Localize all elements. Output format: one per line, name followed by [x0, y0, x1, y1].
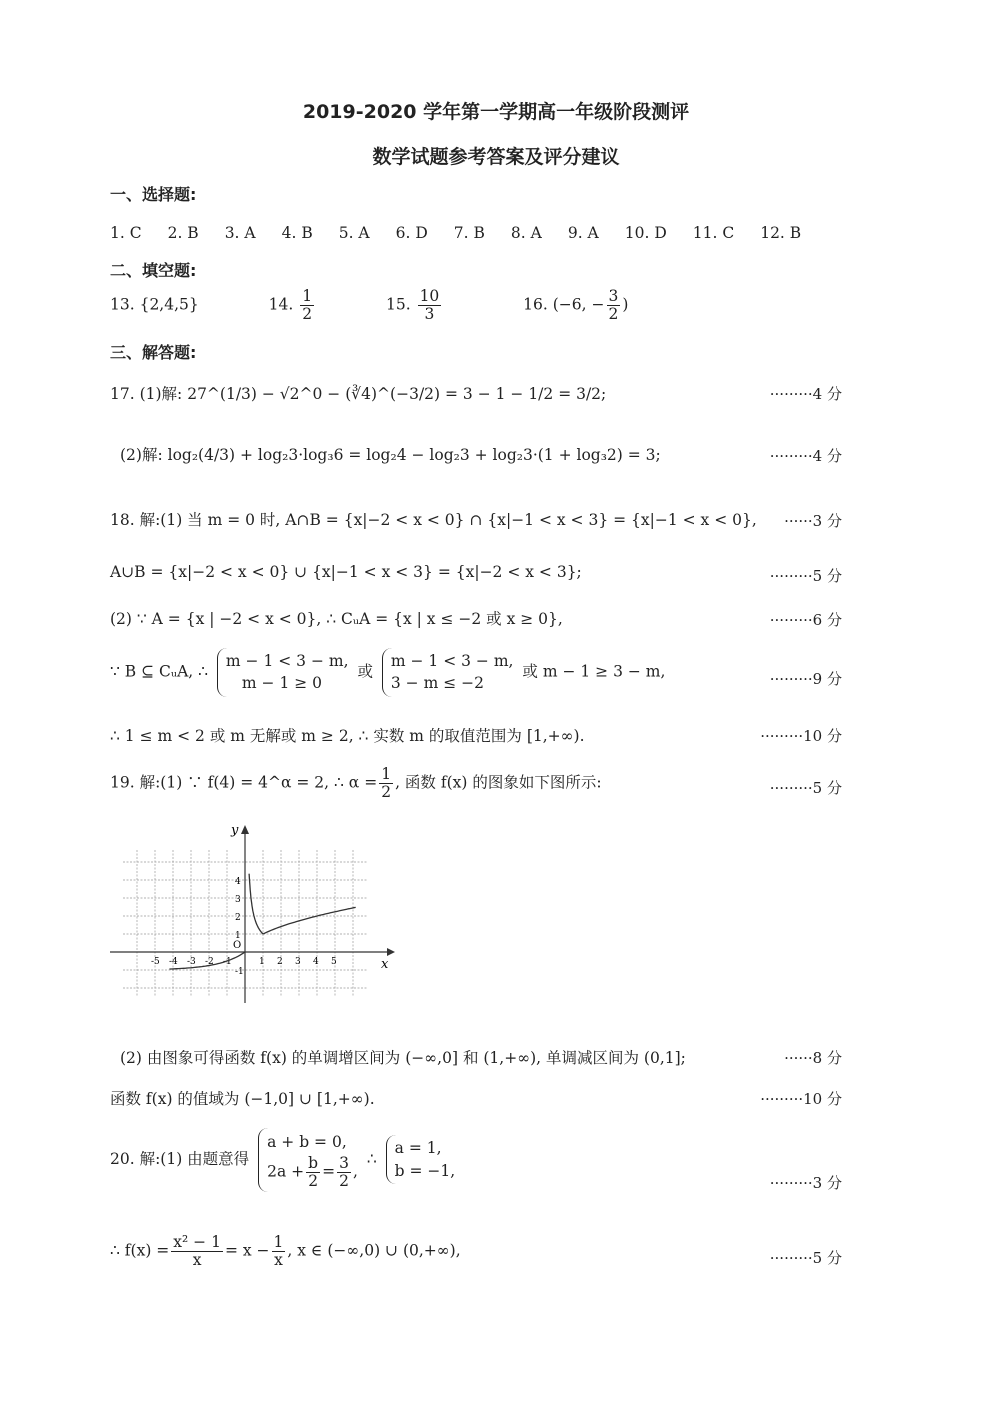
q18-line4	[110, 648, 665, 697]
q19-l3-score: ·········10 分	[760, 1090, 842, 1108]
page-title: 2019-2020 学年第一学期高一年级阶段测评	[302, 101, 690, 123]
q19-l1-prefix: 19. 解:(1) ∵ f(4) = 4^α = 2, ∴ α =	[110, 773, 378, 792]
curve-right-branch	[249, 874, 356, 934]
fill-q16-frac: $\frac{3}{2}$	[608, 287, 619, 324]
fill-q13: 13. {2,4,5}	[110, 295, 199, 314]
q18-line2: A∪B = {x|−2 < x < 0} ∪ {x|−1 < x < 3} = {x|−2 < x < 3};	[110, 563, 582, 581]
y-tick-label: 3	[235, 895, 241, 905]
q18-l4-or: 或	[357, 662, 373, 681]
x-tick-label: -5	[151, 957, 160, 967]
choice-answer: 6. D	[395, 224, 428, 242]
x-axis-arrow	[387, 948, 395, 956]
x-tick-label: -2	[205, 957, 214, 967]
x-axis-label: x	[381, 957, 389, 972]
choice-answer: 12. B	[760, 224, 802, 242]
q18-l3-score: ·········6 分	[769, 611, 842, 629]
q17-part2	[120, 443, 661, 465]
q18-l4-prefix: ∵ B ⊆ CᵤA, ∴	[110, 662, 208, 681]
q19-alpha-frac: $\frac{1}{2}$	[381, 765, 392, 802]
section-solution-heading: 三、解答题:	[110, 343, 197, 362]
function-graph	[105, 820, 405, 1010]
q18-system1: m − 1 < 3 − m, m − 1 ≥ 0	[217, 648, 349, 697]
choice-answer: 11. C	[692, 224, 735, 242]
q18-system2: m − 1 < 3 − m, 3 − m ≤ −2	[382, 648, 514, 697]
q17-p1-score: ·········4 分	[769, 385, 842, 403]
q18-line3: (2) ∵ A = {x | −2 < x < 0}, ∴ CᵤA = {x | x ≤ −2 或 x ≥ 0},	[110, 610, 563, 628]
x-tick-labels	[151, 957, 337, 967]
choice-answer: 1. C	[110, 224, 142, 242]
page-subtitle: 数学试题参考答案及评分建议	[372, 146, 620, 168]
q18-l2-score: ·········5 分	[769, 567, 842, 585]
y-tick-labels	[235, 877, 244, 977]
x-tick-label: 5	[331, 957, 337, 967]
q17-p1-prefix: 17. (1)解:	[110, 385, 183, 403]
fill-answers	[110, 288, 628, 323]
section-choice-heading: 一、选择题:	[110, 185, 197, 204]
q20-l2-prefix: ∴ f(x) =	[110, 1241, 170, 1260]
fill-q16-end: )	[622, 295, 629, 314]
x-tick-label: -3	[187, 957, 196, 967]
q20-frac1: $\frac{\text{x² − 1}}{x}$	[173, 1233, 221, 1270]
x-tick-label: 2	[277, 957, 283, 967]
q19-l2-score: ······8 分	[784, 1049, 842, 1067]
q20-line2	[110, 1234, 461, 1269]
x-tick-label: -1	[223, 957, 232, 967]
choice-answer: 8. A	[510, 224, 542, 242]
q19-line3: 函数 f(x) 的值域为 (−1,0] ∪ [1,+∞).	[110, 1090, 375, 1108]
q20-score1: ·········3 分	[769, 1174, 842, 1192]
choice-answer: 10. D	[624, 224, 667, 242]
choice-answers	[110, 224, 827, 242]
q20-system1: a + b = 0, 2a + $\frac{b}{2}$ = $\frac{3}{2}$ ,	[258, 1128, 358, 1192]
choice-answer: 3. A	[224, 224, 256, 242]
q18-l1-score: ······3 分	[784, 512, 842, 530]
choice-answer: 9. A	[567, 224, 599, 242]
x-tick-label: 4	[313, 957, 319, 967]
q20-score2: ·········5 分	[769, 1249, 842, 1267]
q19-l1-score: ·········5 分	[769, 779, 842, 797]
y-tick-label: 4	[235, 877, 241, 887]
fill-q15-label: 15.	[385, 295, 411, 314]
q19-l1-suffix: , 函数 f(x) 的图象如下图所示:	[395, 773, 602, 792]
q18-l4-score: ·········9 分	[769, 670, 842, 688]
x-tick-label: -4	[169, 957, 178, 967]
origin-label: O	[233, 940, 242, 951]
q20-frac2: $\frac{1}{x}$	[273, 1233, 284, 1270]
q17-p2-score: ·········4 分	[769, 447, 842, 465]
q17-p2-prefix: (2)解:	[120, 446, 163, 464]
choice-answer: 4. B	[281, 224, 313, 242]
q19-line1	[110, 766, 602, 801]
choice-answer: 7. B	[453, 224, 485, 242]
fill-q15-frac: $\frac{10}{3}$	[419, 287, 440, 324]
q20-l2-suffix: , x ∈ (−∞,0) ∪ (0,+∞),	[287, 1241, 461, 1260]
q19-line2: (2) 由图象可得函数 f(x) 的单调增区间为 (−∞,0] 和 (1,+∞), 单调减区间为 (0,1];	[120, 1049, 686, 1067]
y-axis-label: y	[231, 823, 239, 838]
choice-answer: 5. A	[338, 224, 370, 242]
q17-p2-expr: log₂(4/3) + log₂3·log₃6 = log₂4 − log₂3 + log₂3·(1 + log₃2) = 3;	[167, 446, 661, 464]
x-tick-label: 1	[259, 957, 265, 967]
y-tick-label: 2	[235, 913, 241, 923]
fill-q16-label: 16. (−6, −	[523, 295, 605, 314]
y-axis-arrow	[241, 825, 249, 834]
q18-line5: ∴ 1 ≤ m < 2 或 m 无解或 m ≥ 2, ∴ 实数 m 的取值范围为 [1,+∞).	[110, 727, 585, 745]
fill-q14-frac: $\frac{1}{2}$	[302, 287, 313, 324]
x-tick-label: 3	[295, 957, 301, 967]
choice-answer: 2. B	[167, 224, 199, 242]
q18-l5-score: ·········10 分	[760, 727, 842, 745]
q20-system2: a = 1, b = −1,	[386, 1135, 456, 1184]
section-fill-heading: 二、填空题:	[110, 261, 197, 280]
q17-part1	[110, 382, 606, 404]
q18-l4-suffix: 或 m − 1 ≥ 3 − m,	[522, 662, 666, 681]
q20-therefore: ∴	[366, 1149, 377, 1168]
y-tick-label: 1	[235, 931, 241, 941]
q20-line1	[110, 1128, 459, 1192]
q20-prefix: 20. 解:(1) 由题意得	[110, 1149, 250, 1168]
q18-line1: 18. 解:(1) 当 m = 0 时, A∩B = {x|−2 < x < 0} ∩ {x|−1 < x < 3} = {x|−1 < x < 0},	[110, 511, 757, 529]
y-tick-label: -1	[235, 967, 244, 977]
fill-q14-label: 14.	[268, 295, 294, 314]
q20-l2-mid: = x −	[224, 1241, 270, 1260]
q17-p1-expr: 27^(1/3) − √2^0 − (∛4)^(−3/2) = 3 − 1 − 1/2 = 3/2;	[187, 385, 607, 403]
